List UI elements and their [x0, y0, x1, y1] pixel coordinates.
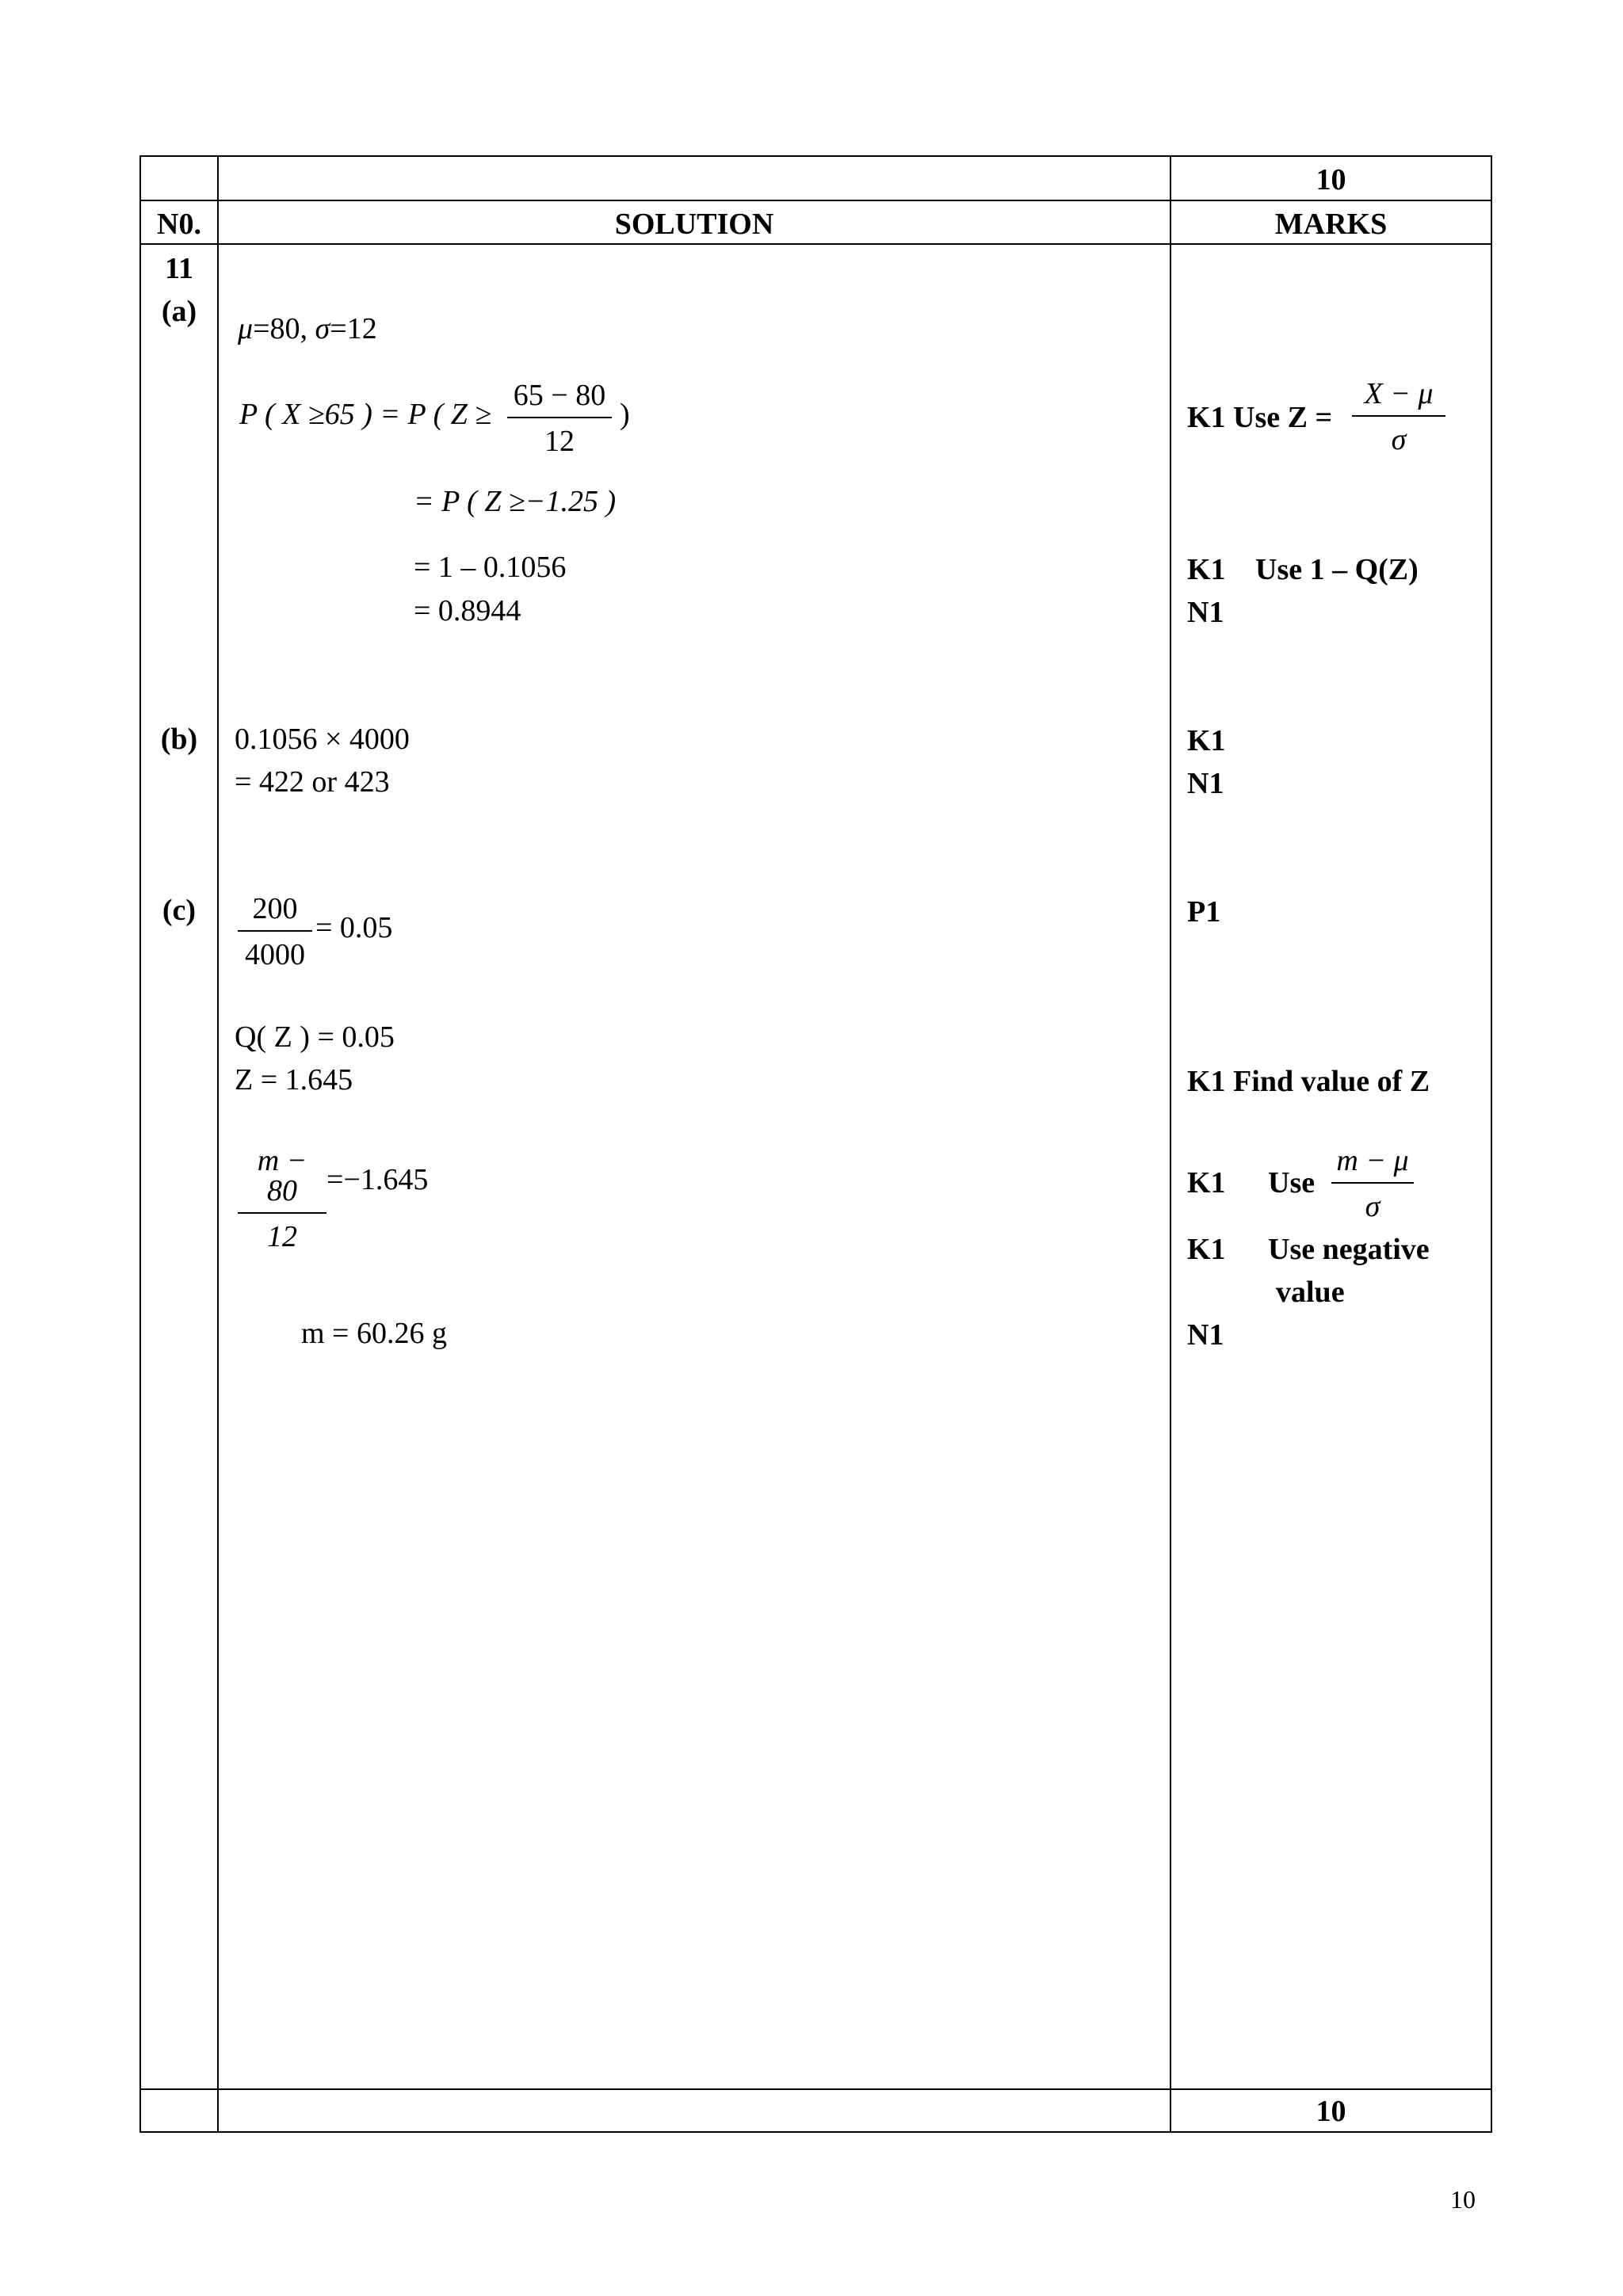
m-formula-denominator: σ — [1365, 1190, 1381, 1223]
standardize-numerator: 65 − 80 — [513, 379, 606, 412]
mark-c-p1: P1 — [1187, 895, 1221, 929]
table-col-divider-1 — [217, 155, 219, 2133]
column-header-no: N0. — [157, 208, 201, 241]
mark-c-k1-negative-text: Use negative — [1268, 1233, 1430, 1266]
probability-line-3: = 1 – 0.1056 — [414, 551, 567, 584]
proportion-numerator: 200 — [252, 892, 298, 925]
mark-c-k1-use-code: K1 — [1187, 1166, 1226, 1199]
m-result: m = 60.26 g — [301, 1317, 447, 1350]
page-number: 10 — [1450, 2185, 1476, 2214]
z-formula-denominator: σ — [1391, 423, 1407, 456]
column-header-marks: MARKS — [1274, 208, 1388, 241]
mark-c-k1-find-z: K1 Find value of Z — [1187, 1065, 1430, 1098]
proportion-result: = 0.05 — [315, 911, 393, 944]
mark-a-n1: N1 — [1187, 596, 1224, 629]
table-right-border — [1491, 155, 1492, 2133]
table-footer-top — [139, 2088, 1492, 2090]
column-header-solution: SOLUTION — [614, 208, 774, 241]
mark-a-k1-text: Use 1 – Q(Z) — [1255, 553, 1419, 586]
table-bottom-border — [139, 2131, 1492, 2133]
part-a-label: (a) — [161, 295, 197, 328]
table-col-divider-2 — [1170, 155, 1171, 2133]
mark-c-k1-negative-text-2: value — [1276, 1276, 1345, 1309]
part-b-label: (b) — [160, 723, 198, 756]
expected-count-result: = 422 or 423 — [235, 765, 390, 799]
probability-close-paren: ) — [620, 398, 630, 431]
sigma-symbol: σ — [315, 312, 330, 345]
sigma-value: =12 — [330, 312, 377, 345]
m-fraction — [238, 1146, 327, 1252]
mark-b-n1: N1 — [1187, 767, 1224, 800]
question-number: 11 — [165, 252, 193, 285]
q-of-z-line: Q( Z ) = 0.05 — [235, 1020, 395, 1054]
m-fraction-numerator: m − 80 — [257, 1144, 307, 1207]
mu-symbol: μ — [238, 312, 254, 345]
given-parameters — [238, 314, 377, 344]
proportion-fraction — [238, 894, 312, 970]
m-fraction-denominator: 12 — [267, 1220, 297, 1253]
mark-c-n1: N1 — [1187, 1318, 1224, 1352]
m-fraction-rhs: =−1.645 — [327, 1163, 429, 1196]
z-value-line: Z = 1.645 — [235, 1063, 353, 1097]
probability-expression: P ( X ≥65 ) = P ( Z ≥ — [239, 398, 492, 431]
standardize-fraction — [507, 380, 612, 456]
expected-count-expression: 0.1056 × 4000 — [235, 723, 410, 756]
mark-a-k1-code: K1 — [1187, 553, 1226, 586]
total-marks-bottom: 10 — [1316, 2095, 1346, 2128]
m-formula-numerator: m − μ — [1336, 1144, 1409, 1177]
probability-result: = 0.8944 — [414, 594, 521, 627]
table-header-bottom — [139, 243, 1492, 245]
part-c-label: (c) — [162, 894, 197, 927]
mark-a-k1-use-z: K1 Use Z = — [1187, 401, 1333, 434]
total-marks-top: 10 — [1316, 163, 1346, 196]
mark-c-k1-negative-code: K1 — [1187, 1233, 1226, 1266]
probability-line-2: = P ( Z ≥−1.25 ) — [414, 485, 617, 518]
standardize-denominator: 12 — [544, 425, 575, 458]
table-left-border — [139, 155, 141, 2133]
table-top-border — [139, 155, 1492, 157]
mu-value: =80, — [253, 312, 308, 345]
z-formula-fraction — [1352, 379, 1445, 455]
table-header-divider — [139, 200, 1492, 201]
z-formula-numerator: X − μ — [1364, 377, 1434, 410]
mark-b-k1: K1 — [1187, 724, 1226, 757]
mark-c-k1-use-text: Use — [1268, 1166, 1316, 1199]
proportion-denominator: 4000 — [245, 938, 305, 971]
m-formula-fraction — [1331, 1146, 1414, 1222]
